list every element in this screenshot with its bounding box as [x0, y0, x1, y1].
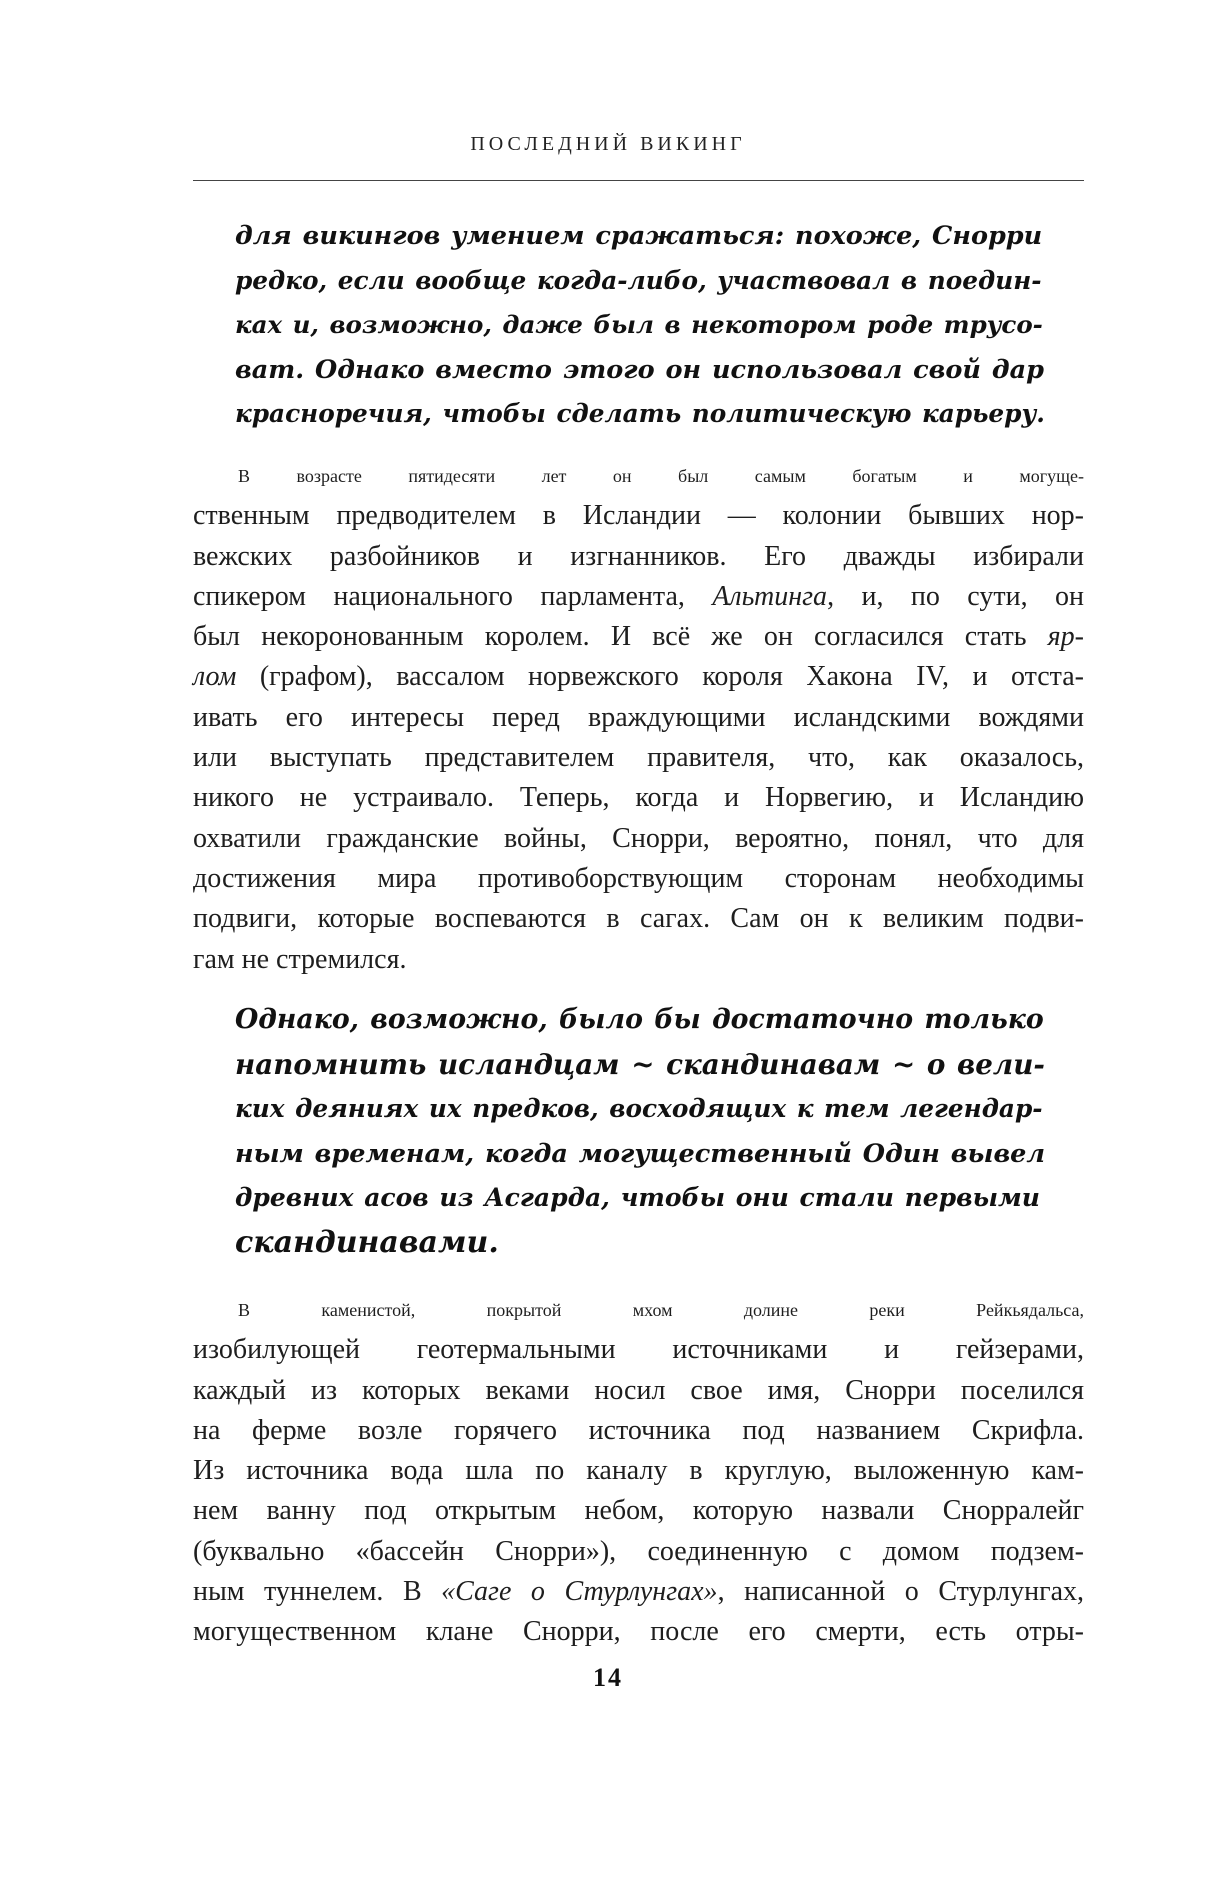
- quote-block-2: [235, 998, 1045, 1265]
- text-line: В каменистой, покрытой мхом долине реки Рейкьядальса,: [238, 1300, 1084, 1320]
- quote-line: ких деяниях их предков, восходящих к тем легендар-: [235, 1094, 1043, 1123]
- italic-term: лом: [193, 661, 237, 693]
- text-line: каждый из которых веками носил свое имя, Снорри поселился: [193, 1374, 1084, 1406]
- quote-block-1: [235, 214, 1045, 437]
- quote-line: древних асов из Асгарда, чтобы они стали первыми: [235, 1183, 1040, 1212]
- quote-line: ках и, возможно, даже был в некотором роде трусо-: [235, 310, 1043, 339]
- text-line: вежских разбойников и изгнанников. Его дважды избирали: [193, 540, 1084, 572]
- text-line: на ферме возле горячего источника под названием Скрифла.: [193, 1414, 1084, 1446]
- text-span: (графом), вассалом норвежского короля Хакона IV, и отста-: [236, 661, 1084, 693]
- italic-term: яр-: [1047, 621, 1084, 653]
- text-line: охватили гражданские войны, Снорри, вероятно, понял, что для: [193, 822, 1084, 854]
- text-line: ственным предводителем в Исландии — колонии бывших нор-: [193, 500, 1084, 532]
- italic-term: Альтинга: [712, 580, 828, 612]
- quote-line: скандинавами.: [235, 1224, 499, 1260]
- text-line: или выступать представителем правителя, что, как оказалось,: [193, 742, 1084, 774]
- text-line: ивать его интересы перед враждующими исландскими вождями: [193, 701, 1084, 733]
- quote-line: редко, если вообще когда-либо, участвовал в поедин-: [235, 265, 1042, 295]
- quote-line: красноречия, чтобы сделать политическую карьеру.: [235, 399, 1045, 428]
- quote-line: ным временам, когда могущественный Один вывел: [235, 1138, 1046, 1169]
- text-line: (буквально «бассейн Снорри»), соединенную с домом подзем-: [193, 1535, 1084, 1567]
- text-line: подвиги, которые воспеваются в сагах. Сам он к великим подви-: [193, 903, 1084, 935]
- quote-line: Однако, возможно, было бы достаточно только: [235, 1004, 1044, 1035]
- text-span: был некоронованным королем. И всё же он согласился стать: [193, 621, 1048, 653]
- quote-line: для викингов умением сражаться: похоже, Снорри: [235, 221, 1043, 251]
- text-span: ным туннелем. В: [193, 1576, 442, 1608]
- text-line: никого не устраивало. Теперь, когда и Норвегию, и Исландию: [193, 782, 1084, 814]
- text-line: достижения мира противоборствующим сторонам необходимы: [193, 862, 1084, 894]
- text-line: [193, 1572, 1084, 1612]
- text-span: спикером национального парламента,: [193, 580, 713, 612]
- text-line: [193, 577, 1084, 617]
- paragraph-1: [193, 456, 1084, 980]
- header-rule: [193, 180, 1084, 181]
- quote-line: ват. Однако вместо этого он использовал свой дар: [235, 354, 1044, 385]
- running-title: ПОСЛЕДНИЙ ВИКИНГ: [470, 133, 746, 155]
- quote-line: напомнить исландцам ~ скандинавам ~ о вели-: [235, 1047, 1045, 1081]
- text-line: В возрасте пятидесяти лет он был самым богатым и могуще-: [238, 466, 1084, 486]
- text-line: Из источника вода шла по каналу в круглую, выложенную кам-: [193, 1455, 1084, 1487]
- text-line: могущественном клане Снорри, после его смерти, есть отры-: [193, 1616, 1084, 1648]
- paragraph-2: [193, 1290, 1084, 1653]
- italic-title: «Саге о Стурлунгах»: [441, 1576, 718, 1608]
- text-span: , и, по сути, он: [827, 580, 1084, 612]
- text-line: [193, 657, 1084, 697]
- text-line: изобилующей геотермальными источниками и гейзерами,: [193, 1334, 1084, 1366]
- text-line: [193, 617, 1084, 657]
- text-line: нем ванну под открытым небом, которую назвали Снорралейг: [193, 1495, 1084, 1527]
- text-line: гам не стремился.: [193, 943, 407, 975]
- page-number: 14: [593, 1663, 623, 1692]
- text-span: , написанной о Стурлунгах,: [717, 1576, 1084, 1608]
